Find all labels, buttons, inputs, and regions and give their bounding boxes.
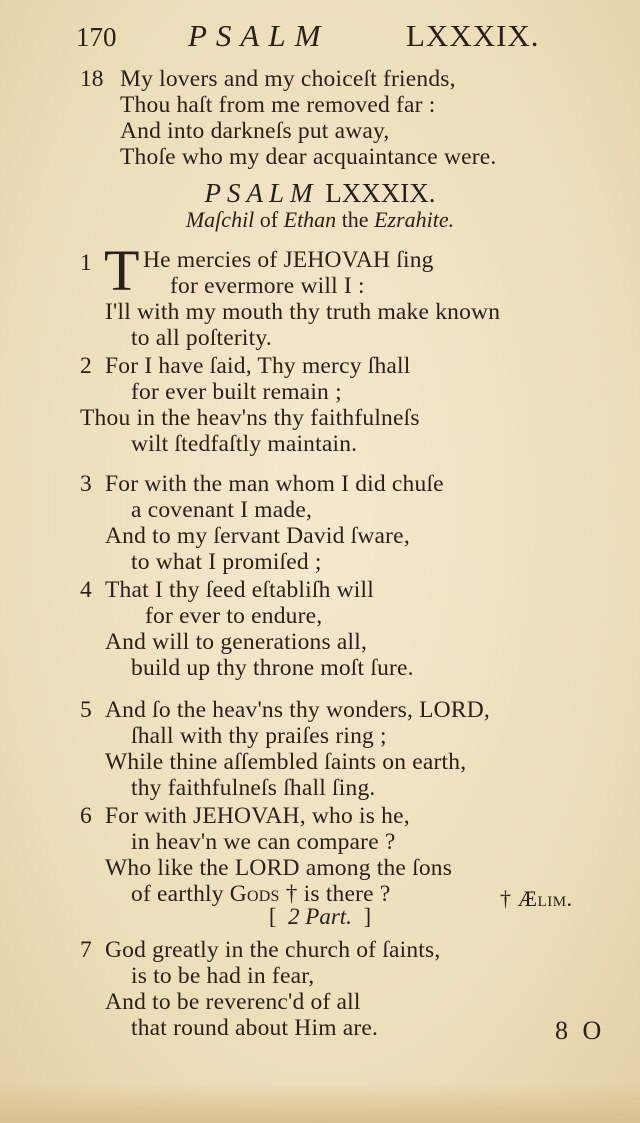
psalm-title [0,178,640,209]
bracket-close: ] [363,904,372,929]
bracket-open: [ [268,904,277,929]
verse-line: thy faithfulneſs ſhall ſing. [131,775,376,801]
running-head-title: PSALM [188,18,330,53]
footnote-text: Ælim. [517,886,573,911]
verse-line: For with JEHOVAH, who is he, [105,803,410,829]
verse-line: in heav'n we can compare ? [131,829,396,855]
verse-line: that round about Him are. [131,1015,379,1041]
verse-line: Thou haſt from me removed far : [120,92,436,118]
verse-number-6: 6 [80,803,92,829]
verse-line: And to be reverenc'd of all [105,989,361,1015]
verse-line: He mercies of JEHOVAH ſing [143,247,434,273]
subtitle-the: the [341,207,369,232]
verse-line: God greatly in the church of ſaints, [105,937,441,963]
verse-line: And will to generations all, [105,629,368,655]
verse-line: is to be had in fear, [131,963,315,989]
verse-line: That I thy ſeed eſtabliſh will [105,577,374,603]
verse-line: And ſo the heav'ns thy wonders, LORD, [105,697,490,723]
verse-number-7: 7 [80,937,92,963]
verse-number-1: 1 [80,250,92,276]
verse-number-18: 18 [80,66,104,92]
verse-number-5: 5 [80,697,92,723]
verse-line: to what I promiſed ; [131,549,322,575]
part-marker [0,904,640,930]
verse-line: a covenant I made, [131,497,313,523]
verse-line: Thoſe who my dear acquaintance were. [120,144,497,170]
verse-line: For I have ſaid, Thy mercy ſhall [105,353,411,379]
verse-line: to all poſterity. [131,325,272,351]
verse-line: My lovers and my choiceſt friends, [120,66,456,92]
verse-line-part: † is there ? [285,881,391,907]
verse-number-4: 4 [80,577,92,603]
verse-line: ſhall with thy praiſes ring ; [131,723,387,749]
page-bottom-edge [0,1083,640,1123]
part-label: 2 Part. [288,904,352,929]
subtitle-ethan: Ethan [283,207,337,232]
gods-word: Gods [229,881,280,907]
verse-line: for evermore will I : [170,273,365,299]
verse-line: for ever built remain ; [131,379,342,405]
verse-line: For with the man whom I did chuſe [105,471,444,497]
psalm-title-word: PSALM [204,178,319,208]
verse-line: Thou in the heav'ns thy faithfulneſs [80,405,420,431]
verse-line: While thine aſſembled ſaints on earth, [105,749,467,775]
subtitle-ezrahite: Ezrahite. [374,207,455,232]
verse-line: Who like the LORD among the ſons [105,855,453,881]
verse-line: for ever to endure, [145,603,323,629]
psalm-subtitle [0,207,640,233]
verse-line: And into darkneſs put away, [120,118,390,144]
psalm-title-numeral: LXXXIX. [325,178,436,208]
verse-number-2: 2 [80,353,92,379]
running-head-numeral: LXXXIX. [406,18,540,53]
footnote-dagger: † [500,886,512,911]
verse-line: build up thy throne moſt ſure. [131,655,414,681]
verse-line: And to my ſervant David ſware, [105,523,410,549]
verse-number-3: 3 [80,471,92,497]
catchword: 8 O [555,1016,606,1045]
subtitle-of: of [259,207,279,232]
page-number: 170 [76,22,117,52]
subtitle-maschil: Maſchil [185,207,255,232]
verse-line: wilt ſtedfaſtly maintain. [131,431,358,457]
drop-cap: T [104,238,140,303]
verse-line-part: of earthly [131,881,224,907]
verse-line: I'll with my mouth thy truth make known [105,299,501,325]
